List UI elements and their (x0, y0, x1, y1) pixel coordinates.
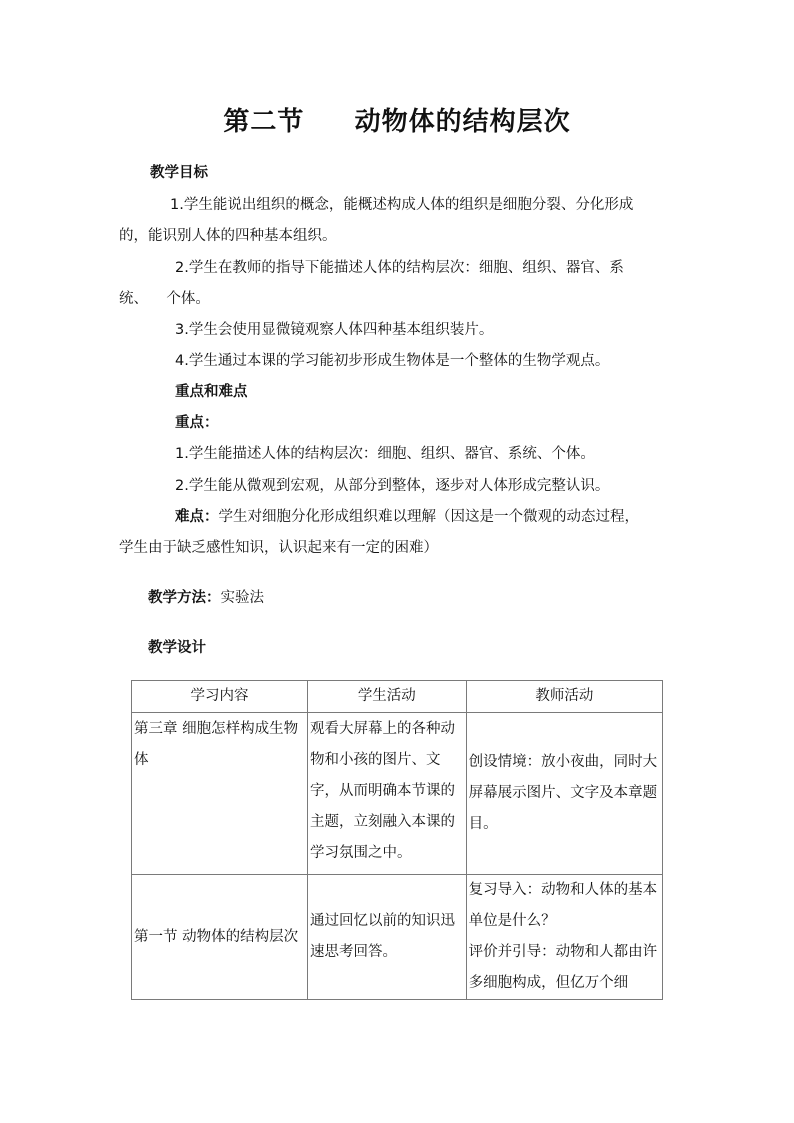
method-value: 实验法 (220, 590, 264, 606)
difficulty-label: 难点： (175, 509, 219, 525)
design-heading: 教学设计 (148, 640, 206, 656)
cell-teacher-activity (466, 875, 662, 1000)
cell-learning-content: 第一节 动物体的结构层次 (132, 875, 308, 1000)
key-points-label: 重点： (175, 415, 219, 431)
cell-student-activity: 通过回忆以前的知识迅速思考回答。 (307, 875, 466, 1000)
page-title: 第二节 动物体的结构层次 (223, 107, 571, 137)
header-learning-content: 学习内容 (132, 681, 308, 713)
objective-1-line-2: 的，能识别人体的四种基本组织。 (119, 228, 337, 244)
key-difficult-heading: 重点和难点 (175, 384, 248, 400)
objectives-heading: 教学目标 (150, 165, 208, 181)
teacher-activity-guide: 评价并引导：动物和人都由许多细胞构成，但亿万个细 (468, 944, 658, 991)
cell-student-activity: 观看大屏幕上的各种动物和小孩的图片、文字，从而明确本节课的主题，立刻融入本课的学习氛围之中。 (307, 713, 466, 875)
header-teacher-activity: 教师活动 (466, 681, 662, 713)
header-student-activity: 学生活动 (307, 681, 466, 713)
cell-teacher-activity: 创设情境：放小夜曲，同时大屏幕展示图片、文字及本章题目。 (466, 713, 662, 875)
difficulty-line-1 (175, 507, 639, 527)
objective-4: 4.学生通过本课的学习能初步形成生物体是一个整体的生物学观点。 (175, 353, 610, 369)
cell-learning-content: 第三章 细胞怎样构成生物体 (132, 713, 308, 875)
teaching-design-table (131, 680, 663, 1000)
difficulty-line-2: 学生由于缺乏感性知识，认识起来有一定的困难） (119, 540, 438, 556)
objective-3: 3.学生会使用显微镜观察人体四种基本组织装片。 (175, 322, 494, 338)
key-point-1: 1.学生能描述人体的结构层次：细胞、组织、器官、系统、个体。 (175, 446, 595, 462)
objective-1-line-1: 1.学生能说出组织的概念，能概述构成人体的组织是细胞分裂、分化形成 (170, 197, 634, 213)
objective-2-line-2: 统、 个体。 (119, 291, 210, 307)
objective-2-line-1: 2.学生在教师的指导下能描述人体的结构层次：细胞、组织、器官、系 (175, 260, 624, 276)
table-header-row (132, 681, 663, 713)
table-row (132, 713, 663, 875)
difficulty-text: 学生对细胞分化形成组织难以理解（因这是一个微观的动态过程， (218, 509, 639, 525)
key-point-2: 2.学生能从微观到宏观，从部分到整体，逐步对人体形成完整认识。 (175, 478, 610, 494)
teaching-method (148, 588, 264, 608)
method-label: 教学方法： (148, 590, 221, 606)
teacher-activity-review: 复习导入：动物和人体的基本单位是什么？ (468, 882, 658, 929)
table-row (132, 875, 663, 1000)
